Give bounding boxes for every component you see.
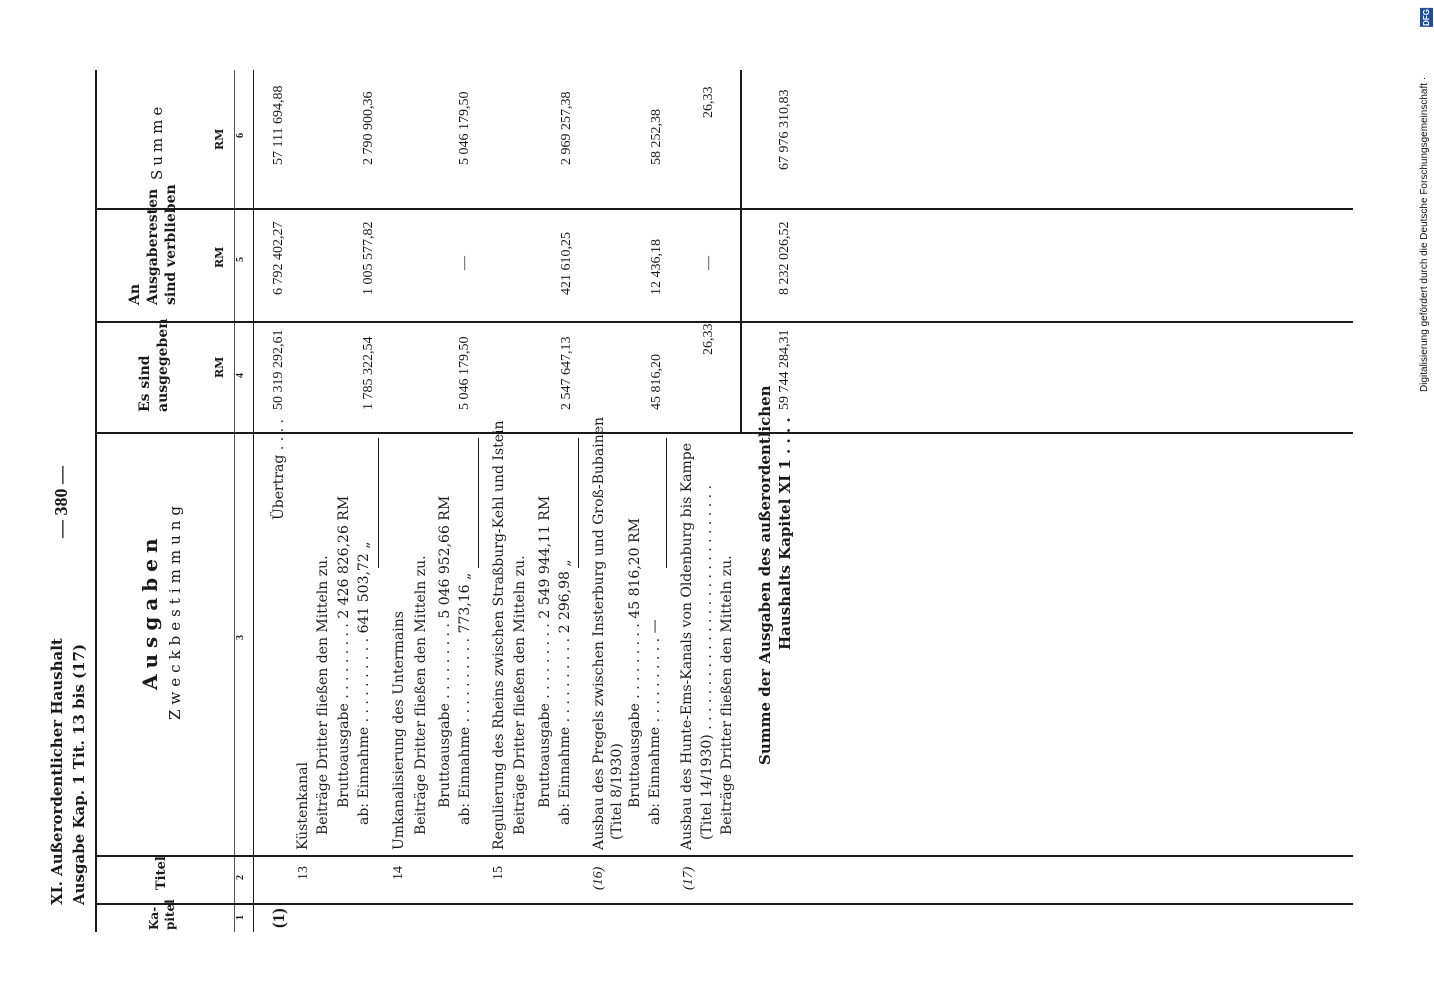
row16-line2: (Titel 8/1930) — [609, 743, 625, 840]
header-zweckbestimmung: Zweckbestimmung — [166, 500, 184, 720]
row15-line2: Beiträge Dritter fließen den Mitteln zu. — [512, 555, 528, 835]
header-kapitel-2: pitel — [163, 899, 177, 930]
row14-subtotal-rule — [478, 438, 479, 568]
row17-line2: (Titel 14/1930) . . . . . . . . . . . . . . . . . . . . . . . . . . . . — [699, 485, 715, 840]
total-verblieben: 8 232 026,52 — [777, 221, 792, 295]
total-ausgegeben: 59 744 284,31 — [777, 329, 792, 410]
row13-verblieben: 1 005 577,82 — [361, 221, 376, 295]
table-top-rule — [95, 70, 97, 932]
row13-line1: Küstenkanal — [295, 762, 311, 850]
row15-subtotal-rule — [578, 438, 579, 568]
colnum-5: 5 — [235, 257, 246, 262]
row16-line1: Ausbau des Pregels zwischen Insterburg und Groß-Bubainen — [591, 416, 607, 850]
row13-line4: ab: Einnahme . . . . . . . . . . 641 503,72 „ — [356, 541, 372, 825]
colnum-2: 2 — [235, 875, 246, 880]
header-kapitel: Ka- — [147, 906, 161, 930]
row16-ausgegeben: 45 816,20 — [649, 354, 664, 410]
row15-line3: Bruttoausgabe . . . . . . . . . 2 549 944,11 RM — [537, 495, 553, 808]
row17-verblieben: — — [701, 256, 716, 270]
row16-titel: (16) — [591, 866, 606, 890]
row17-ausgegeben: 26,33 — [701, 323, 716, 355]
uebertrag-summe: 57 111 694,88 — [271, 85, 286, 165]
header-verblieben-1: An — [127, 283, 143, 305]
row13-titel: 13 — [296, 866, 311, 880]
uebertrag-verblieben: 6 792 402,27 — [271, 221, 286, 295]
row17-line3: Beiträge Dritter fließen den Mitteln zu. — [719, 555, 735, 835]
uebertrag-ausgegeben: 50 319 292,61 — [271, 329, 286, 410]
row13-summe: 2 790 900,36 — [361, 91, 376, 165]
header-summe: Summe — [148, 102, 166, 180]
row17-summe: 26,33 — [701, 86, 716, 118]
row13-subtotal-rule — [378, 438, 379, 568]
header-titel: Titel — [154, 856, 169, 890]
uebertrag-label: Übertrag . . . . — [271, 419, 287, 520]
row15-line4: ab: Einnahme . . . . . . . . . . 2 296,98 „ — [557, 559, 573, 825]
colnum-4: 4 — [235, 373, 246, 378]
colnum-3: 3 — [235, 635, 246, 640]
header-verblieben-3: sind verblieben — [163, 184, 179, 305]
row16-line4: ab: Einnahme . . . . . . . . . . — — [647, 619, 663, 825]
unit-summe: RM — [213, 128, 226, 150]
unit-verblieben: RM — [213, 246, 226, 268]
row13-line3: Bruttoausgabe . . . . . . . . . 2 426 826,26 RM — [336, 495, 352, 808]
row15-verblieben: 421 610,25 — [559, 232, 574, 295]
total-line2: Haushalts Kapitel XI 1 . . . . — [776, 417, 794, 650]
row13-ausgegeben: 1 785 322,54 — [361, 336, 376, 410]
row13-line2: Beiträge Dritter fließen den Mitteln zu. — [315, 555, 331, 835]
row15-summe: 2 969 257,38 — [559, 91, 574, 165]
section-title: XI. Außerordentlicher Haushalt — [48, 638, 66, 905]
page-number: — 380 — — [51, 466, 71, 538]
col-sep-verblieben — [95, 208, 1353, 210]
row14-verblieben: — — [457, 256, 472, 270]
col-sep-kapitel — [95, 903, 1353, 905]
column-number-rule — [234, 70, 235, 932]
header-ausgegeben-1: Es sind — [137, 355, 153, 412]
row17-titel: (17) — [681, 866, 696, 890]
header-verblieben-2: Ausgaberesten — [145, 188, 161, 305]
row17-line1: Ausbau des Hunte-Ems-Kanals von Oldenburg bis Kampe — [679, 442, 695, 850]
col-sep-titel — [95, 855, 1353, 857]
row15-line1: Regulierung des Rheins zwischen Straßburg-Kehl und Istein — [491, 420, 507, 850]
dfg-logo: DFG — [1422, 9, 1431, 26]
header-ausgaben: Ausgaben — [138, 532, 162, 690]
unit-ausgegeben: RM — [213, 356, 226, 378]
col-sep-ausgegeben — [95, 321, 1353, 323]
header-bottom-rule — [253, 70, 254, 932]
row16-subtotal-rule — [666, 438, 667, 568]
total-summe: 67 976 310,83 — [777, 89, 792, 170]
row14-line1: Umkanalisierung des Untermains — [391, 611, 407, 850]
total-line1: Summe der Ausgaben des außerordentlichen — [756, 385, 774, 765]
row16-line3: Bruttoausgabe . . . . . . . . . 45 816,20 RM — [627, 518, 643, 808]
colnum-6: 6 — [235, 133, 246, 138]
row15-titel: 15 — [491, 866, 506, 880]
row14-summe: 5 046 179,50 — [457, 91, 472, 165]
row16-verblieben: 12 436,18 — [649, 239, 664, 295]
row15-ausgegeben: 2 547 647,13 — [559, 336, 574, 410]
row14-titel: 14 — [391, 866, 406, 880]
kapitel-value: (1) — [269, 908, 288, 928]
row14-line2: Beiträge Dritter fließen den Mitteln zu. — [413, 555, 429, 835]
row14-line4: ab: Einnahme . . . . . . . . . . 773,16 „ — [457, 572, 473, 825]
row16-summe: 58 252,38 — [649, 109, 664, 165]
row14-line3: Bruttoausgabe . . . . . . . . . 5 046 952,66 RM — [437, 495, 453, 808]
header-ausgegeben-2: ausgegeben — [155, 318, 171, 412]
row14-ausgegeben: 5 046 179,50 — [457, 336, 472, 410]
colnum-1: 1 — [235, 915, 246, 920]
digitization-credit: Digitalisierung gefördert durch die Deutsche Forschungsgemeinschaft · — [1419, 76, 1430, 392]
section-subtitle: Ausgabe Kap. 1 Tit. 13 bis (17) — [70, 643, 88, 905]
total-rule — [740, 70, 742, 434]
